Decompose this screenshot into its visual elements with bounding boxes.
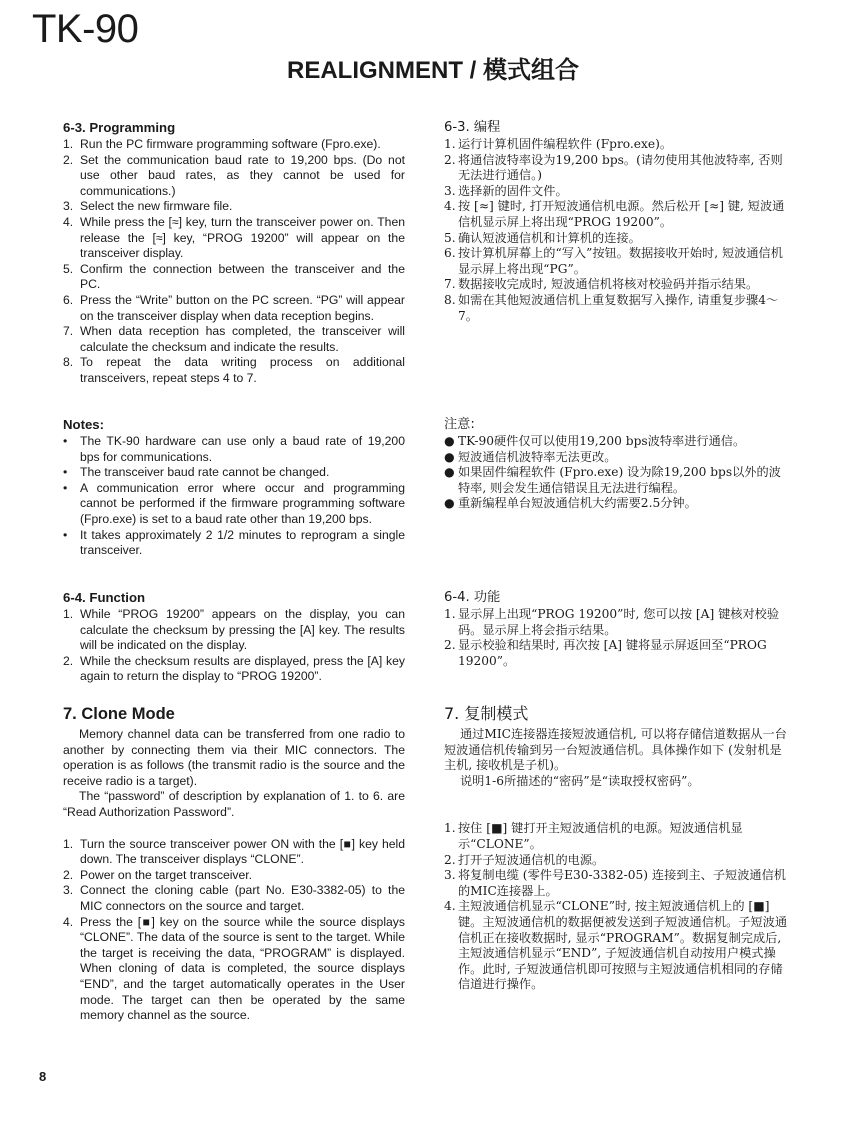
list-item: 3. 将复制电缆 (零件号E30-3382-05) 连接到主、子短波通信机的MIC连接器上。	[444, 868, 786, 898]
list-item: 1. Turn the source transceiver power ON with the [■] key held down. The transceiver displays “CLONE”.	[63, 836, 405, 867]
section-heading: 7. 复制模式	[444, 704, 529, 723]
section-heading: 6-4. 功能	[444, 590, 501, 605]
list-item: 2. Set the communication baud rate to 19,200 bps. (Do not use other baud rates, as they cannot be used for communications.)	[63, 152, 405, 198]
en-programming-section	[63, 120, 405, 387]
list-item: 5. 确认短波通信机和计算机的连接。	[444, 230, 641, 245]
list-item: 1. While “PROG 19200” appears on the display, you can calculate the checksum by pressing the [A] key. The results will be indicated on the display.	[63, 607, 405, 653]
list-item: • The transceiver baud rate cannot be changed.	[63, 465, 330, 480]
clone-steps	[63, 837, 405, 1024]
section-heading: Notes:	[63, 417, 105, 432]
list-item: 3. Select the new firmware file.	[63, 199, 233, 214]
section-heading: 6-3. 编程	[444, 120, 501, 135]
en-notes-section	[63, 417, 405, 559]
clone-paragraph: 通过MIC连接器连接短波通信机, 可以将存储信道数据从一台短波通信机传输到另一台短波通信机。具体操作如下 (发射机是主机, 接收机是子机)。	[444, 727, 787, 773]
list-item: 4. 主短波通信机显示“CLONE”时, 按主短波通信机上的 [■] 键。主短波通信机的数据便被发送到子短波通信机。子短波通信机正在接收数据时, 显示“PROGRAM”。数据复制完成后, 主短波通信机显示“END”, 子短波通信机自动按用户模式操作。此时, 子短波通信机即可按照与主短波通信机相同的存储信道进行操作。	[444, 899, 788, 992]
en-clone-section	[63, 704, 405, 1024]
list-item: 6. 按计算机屏幕上的“写入”按钮。数据接收开始时, 短波通信机显示屏上将出现“PG”。	[444, 246, 783, 276]
list-item: 2. 打开子短波通信机的电源。	[444, 852, 605, 867]
zh-notes-section	[444, 417, 789, 512]
list-item: 8. 如需在其他短波通信机上重复数据写入操作, 请重复步骤4～7。	[444, 292, 779, 323]
list-item: • It takes approximately 2 1/2 minutes to reprogram a single transceiver.	[63, 527, 405, 558]
notes-list	[444, 434, 789, 512]
list-item: 6. Press the “Write” button on the PC screen. “PG” will appear on the transceiver display when data reception begins.	[63, 292, 405, 323]
list-item: 3. 选择新的固件文件。	[444, 183, 568, 198]
function-steps	[444, 607, 789, 669]
clone-paragraph: The “password” of description by explanation of 1. to 6. are “Read Authorization Password”.	[63, 789, 405, 819]
list-item: 1. 按住 [■] 键打开主短波通信机的电源。短波通信机显示“CLONE”。	[444, 821, 743, 851]
list-item: ● TK-90硬件仅可以使用19,200 bps波特率进行通信。	[444, 434, 746, 448]
list-item: 7. 数据接收完成时, 短波通信机将核对校验码并指示结果。	[444, 277, 759, 292]
list-item: 4. 按 [≈] 键时, 打开短波通信机电源。然后松开 [≈] 键, 短波通信机显示屏上将出现“PROG 19200”。	[444, 199, 785, 229]
function-steps	[63, 607, 405, 685]
list-item: 1. 运行计算机固件编程软件 (Fpro.exe)。	[444, 137, 673, 151]
list-item: 7. When data reception has completed, the transceiver will calculate the checksum and indicate the results.	[63, 324, 405, 354]
notes-list	[63, 434, 405, 559]
list-item: ● 重新编程单台短波通信机大约需要2.5分钟。	[444, 496, 697, 511]
section-heading: 7. Clone Mode	[63, 705, 175, 723]
page-title: REALIGNMENT / 模式组合	[287, 57, 579, 84]
zh-programming-section	[444, 120, 789, 324]
section-heading: 6-3. Programming	[63, 120, 176, 135]
list-item: 2. While the checksum results are displayed, press the [A] key again to return the display to “PROG 19200”.	[63, 653, 405, 684]
list-item: 4. Press the [■] key on the source while the source displays “CLONE”. The data of the source is sent to the target. While the target is receiving the data, “PROGRAM” is displayed. When cloning of data is completed, the source displays “END”, and the target automatically operates in the User mode. The target can then be operated by the same memory channel as the source.	[63, 914, 405, 1023]
list-item: 2. 显示校验和结果时, 再次按 [A] 键将显示屏返回至“PROG 19200”。	[444, 638, 767, 668]
section-heading: 注意:	[444, 417, 475, 432]
list-item: 2. 将通信波特率设为19,200 bps。(请勿使用其他波特率, 否则无法进行通信。)	[444, 152, 783, 183]
clone-paragraph: Memory channel data can be transferred from one radio to another by connecting them via their MIC connectors. The operation is as follows (the transmit radio is the source and the receive radio is a target).	[63, 727, 405, 788]
list-item: 1. Run the PC firmware programming software (Fpro.exe).	[63, 137, 381, 151]
clone-steps	[444, 821, 789, 993]
list-item: 8. To repeat the data writing process on additional transceivers, repeat steps 4 to 7.	[63, 355, 405, 385]
list-item: 2. Power on the target transceiver.	[63, 867, 253, 882]
page-number: 8	[39, 1069, 47, 1084]
en-function-section	[63, 590, 405, 685]
list-item: 5. Confirm the connection between the transceiver and the PC.	[63, 261, 405, 292]
programming-steps	[444, 137, 789, 324]
section-heading: 6-4. Function	[63, 590, 146, 605]
list-item: ● 短波通信机波特率无法更改。	[444, 449, 617, 464]
zh-function-section	[444, 590, 789, 669]
list-item: 1. 显示屏上出现“PROG 19200”时, 您可以按 [A] 键核对校验码。显示屏上将会指示结果。	[444, 607, 780, 637]
list-item: ● 如果固件编程软件 (Fpro.exe) 设为除19,200 bps以外的波特率, 则会发生通信错误且无法进行编程。	[444, 465, 781, 495]
model-name: TK-90	[32, 7, 139, 51]
list-item: • The TK-90 hardware can use only a baud rate of 19,200 bps for communications.	[63, 434, 405, 464]
list-item: • A communication error where occur and programming cannot be performed if the firmware programming software (Fpro.exe) is set to a baud rate other than 19,200 bps.	[63, 480, 405, 526]
zh-clone-section	[444, 704, 789, 993]
programming-steps	[63, 137, 405, 387]
list-item: 3. Connect the cloning cable (part No. E30-3382-05) to the MIC connectors on the source and target.	[63, 883, 405, 913]
clone-paragraph: 说明1-6所描述的“密码”是“读取授权密码”。	[460, 773, 700, 788]
list-item: 4. While press the [≈] key, turn the transceiver power on. Then release the [≈] key, “PROG 19200” will appear on the transceiver display.	[63, 214, 405, 261]
